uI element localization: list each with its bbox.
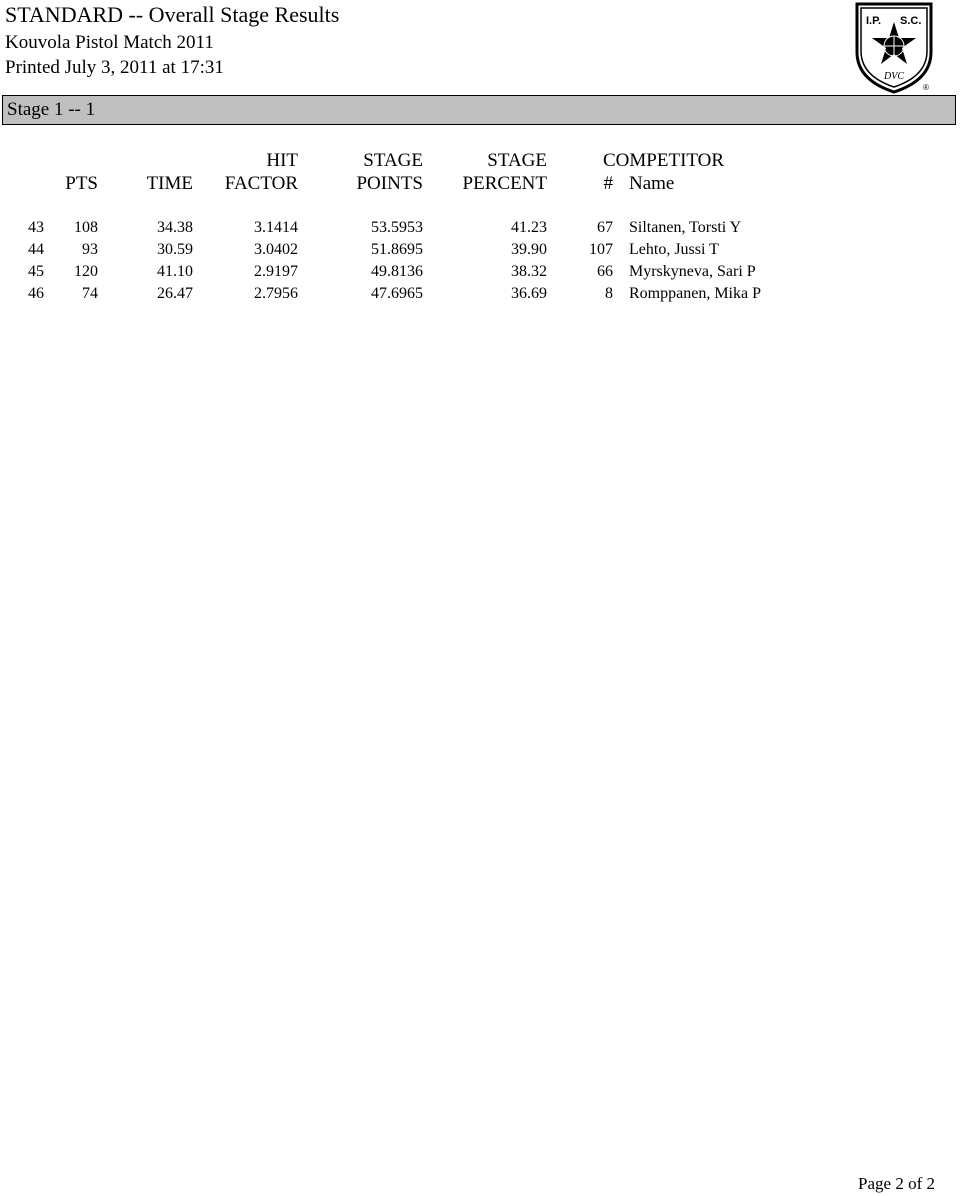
logo-text-ip: I.P.	[866, 15, 882, 27]
table-row	[0, 261, 960, 283]
cell-time: 34.38	[157, 219, 193, 236]
cell-pts: 93	[82, 241, 98, 258]
col-name: Name	[629, 173, 675, 194]
col-hit-factor: FACTOR	[224, 173, 298, 194]
report-title: STANDARD -- Overall Stage Results	[5, 2, 340, 27]
col-number: #	[603, 173, 613, 194]
stage-header-bar: Stage 1 -- 1	[2, 95, 956, 125]
cell-hit-factor: 3.0402	[254, 241, 298, 258]
cell-stage-percent: 38.32	[511, 263, 547, 280]
cell-pts: 108	[74, 219, 98, 236]
cell-place: 45	[28, 263, 44, 280]
col-hit-top: HIT	[266, 150, 298, 171]
cell-competitor-name: Romppanen, Mika P	[629, 285, 761, 302]
cell-competitor-number: 67	[597, 219, 613, 236]
cell-time: 41.10	[157, 263, 193, 280]
cell-place: 44	[28, 241, 44, 258]
cell-hit-factor: 3.1414	[254, 219, 298, 236]
match-name: Kouvola Pistol Match 2011	[5, 32, 214, 53]
cell-competitor-number: 107	[589, 241, 613, 258]
cell-hit-factor: 2.9197	[254, 263, 298, 280]
printed-date: Printed July 3, 2011 at 17:31	[5, 57, 224, 78]
cell-time: 30.59	[157, 241, 193, 258]
col-competitor: COMPETITOR	[603, 150, 725, 171]
cell-competitor-name: Siltanen, Torsti Y	[629, 219, 742, 236]
cell-stage-points: 51.8695	[371, 241, 423, 258]
logo-text-sc: S.C.	[900, 15, 922, 27]
cell-stage-points: 49.8136	[371, 263, 423, 280]
col-pts: PTS	[65, 173, 98, 194]
cell-competitor-number: 8	[605, 285, 613, 302]
cell-stage-percent: 41.23	[511, 219, 547, 236]
cell-pts: 74	[82, 285, 98, 302]
cell-competitor-name: Lehto, Jussi T	[629, 241, 719, 258]
cell-stage-percent: 39.90	[511, 241, 547, 258]
table-row	[0, 283, 960, 305]
cell-stage-percent: 36.69	[511, 285, 547, 302]
page-number: Page 2 of 2	[858, 1174, 935, 1193]
col-stage-percent: PERCENT	[462, 173, 547, 194]
cell-place: 46	[28, 285, 44, 302]
cell-time: 26.47	[157, 285, 193, 302]
ipsc-logo-icon	[853, 0, 935, 94]
col-stage-points-top: STAGE	[363, 150, 423, 171]
cell-stage-points: 53.5953	[371, 219, 423, 236]
table-row	[0, 217, 960, 239]
cell-place: 43	[28, 219, 44, 236]
cell-competitor-name: Myrskyneva, Sari P	[629, 263, 756, 280]
cell-competitor-number: 66	[597, 263, 613, 280]
cell-stage-points: 47.6965	[371, 285, 423, 302]
col-time: TIME	[146, 173, 193, 194]
table-row	[0, 239, 960, 261]
logo-registered: ®	[923, 83, 929, 92]
col-stage-points: POINTS	[356, 173, 423, 194]
cell-hit-factor: 2.7956	[254, 285, 298, 302]
logo-text-dvc: DVC	[884, 71, 904, 82]
col-stage-percent-top: STAGE	[487, 150, 547, 171]
cell-pts: 120	[74, 263, 98, 280]
